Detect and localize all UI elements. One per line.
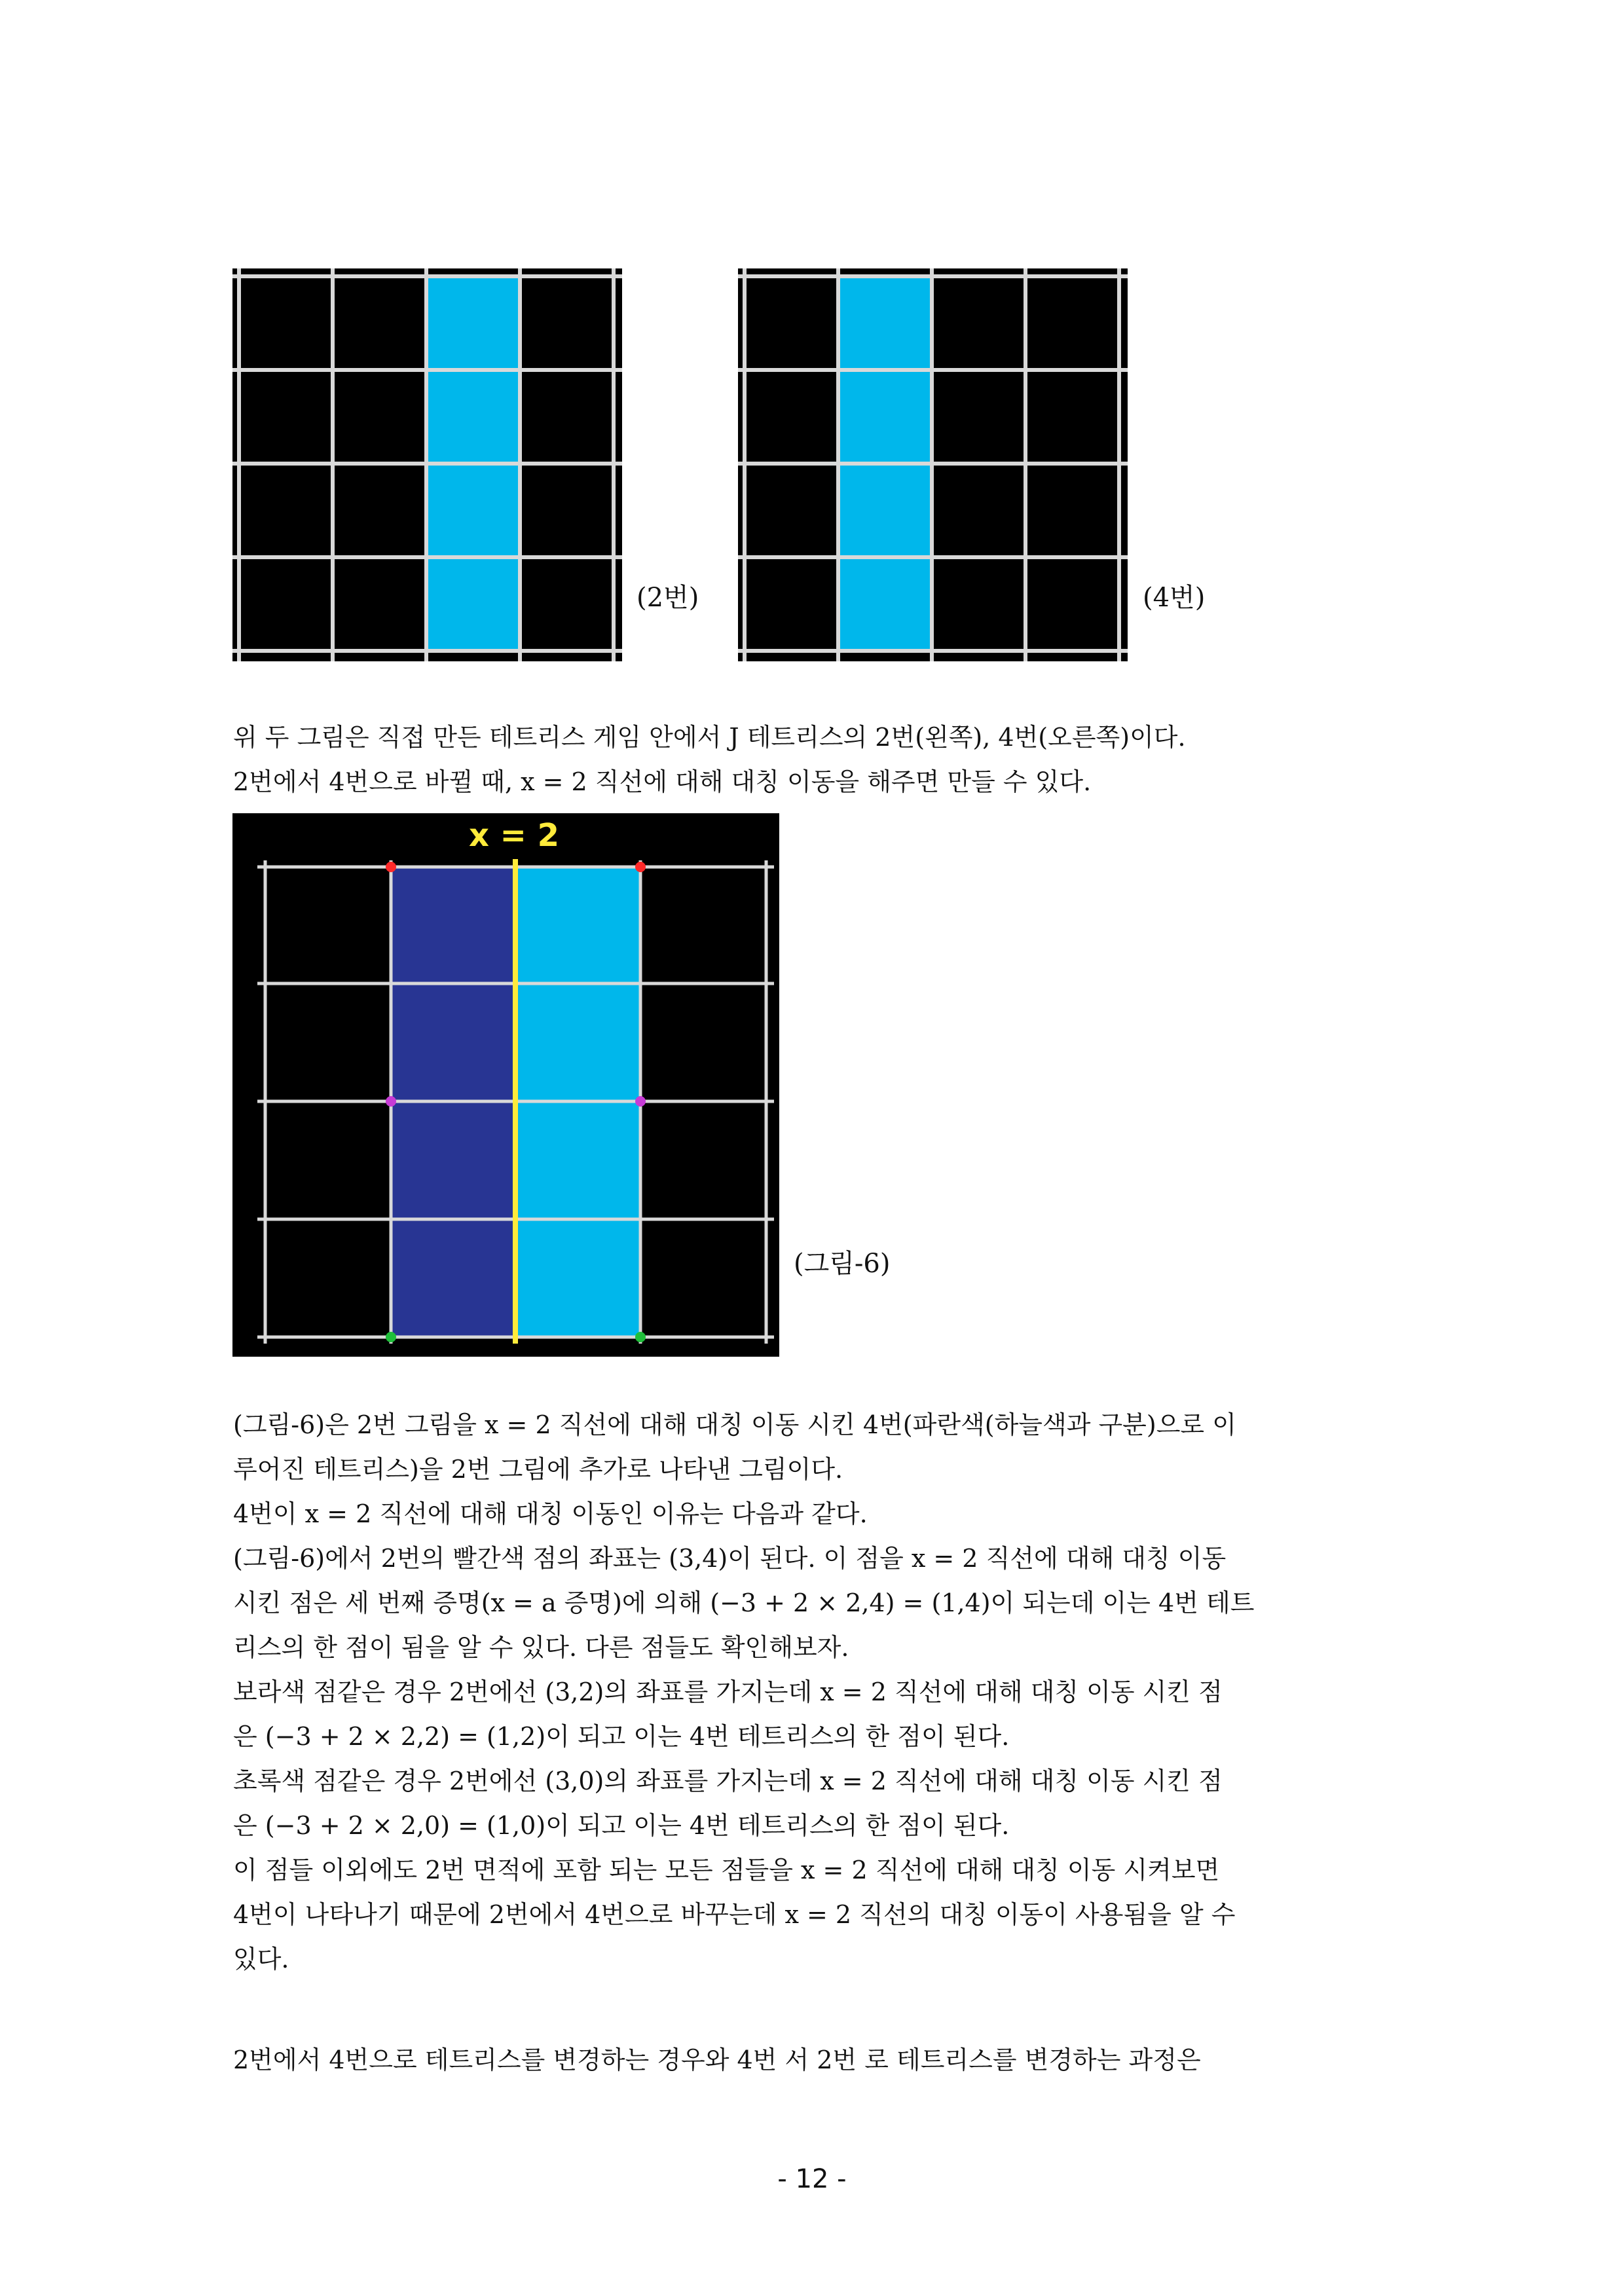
final-line: 2번에서 4번으로 테트리스를 변경하는 경우와 4번 서 2번 로 테트리스를 변경하는 과정은 — [233, 2046, 1201, 2074]
body-line: 4번이 나타나기 때문에 2번에서 4번으로 바꾸는데 x = 2 직선의 대칭 이동이 사용됨을 알 수 — [233, 1900, 1236, 1929]
body-line: 초록색 점같은 경우 2번에선 (3,0)의 좌표를 가지는데 x = 2 직선에 대해 대칭 이동 시킨 점 — [233, 1767, 1223, 1795]
marked-point — [386, 1096, 396, 1107]
caption-2: (2번) — [637, 583, 699, 613]
figure-tetris-2 — [232, 268, 622, 661]
body-line: 루어진 테트리스)을 2번 그림에 추가로 나타낸 그림이다. — [233, 1455, 843, 1484]
tetris-cell — [838, 370, 932, 464]
final-paragraph — [233, 2038, 1402, 2082]
body-line: 이 점들 이외에도 2번 면적에 포함 되는 모든 점들을 x = 2 직선에 대해 대칭 이동 시켜보면 — [233, 1856, 1220, 1884]
body-line: 있다. — [233, 1945, 289, 1974]
intro-line: 위 두 그림은 직접 만든 테트리스 게임 안에서 J 테트리스의 2번(왼쪽), 4번(오른쪽)이다. — [233, 723, 1186, 752]
caption-figure-6: (그림-6) — [794, 1249, 891, 1279]
body-line: 시킨 점은 세 번째 증명(x = a 증명)에 의해 (−3 + 2 × 2,4) = (1,4)이 되는데 이는 4번 테트 — [233, 1588, 1255, 1617]
figure-tetris-4 — [738, 268, 1128, 661]
tetris-cell — [838, 276, 932, 370]
marked-point — [635, 862, 646, 872]
tetris-cell — [426, 276, 520, 370]
intro-paragraph — [233, 715, 1402, 804]
marked-point — [386, 1332, 396, 1342]
body-line: 은 (−3 + 2 × 2,0) = (1,0)이 되고 이는 4번 테트리스의 한 점이 된다. — [233, 1811, 1010, 1840]
tetris-cell — [838, 464, 932, 557]
figure-6-svg — [232, 813, 779, 1357]
marked-point — [635, 1096, 646, 1107]
body-line: 4번이 x = 2 직선에 대해 대칭 이동인 이유는 다음과 같다. — [233, 1499, 868, 1528]
caption-4: (4번) — [1143, 583, 1206, 613]
tetris-cell — [838, 557, 932, 651]
grid-right-svg — [738, 268, 1128, 661]
marked-point — [386, 862, 396, 872]
body-line: (그림-6)은 2번 그림을 x = 2 직선에 대해 대칭 이동 시킨 4번(파란색(하늘색과 구분)으로 이 — [233, 1410, 1236, 1439]
tetris-cell — [426, 557, 520, 651]
page-number: - 12 - — [777, 2164, 847, 2194]
tetris-cell — [426, 464, 520, 557]
body-line: (그림-6)에서 2번의 빨간색 점의 좌표는 (3,4)이 된다. 이 점을 x = 2 직선에 대해 대칭 이동 — [233, 1544, 1227, 1573]
tetris-cell — [426, 370, 520, 464]
intro-line: 2번에서 4번으로 바뀔 때, x = 2 직선에 대해 대칭 이동을 해주면 만들 수 있다. — [233, 767, 1092, 796]
grid-left-svg — [232, 268, 622, 661]
marked-point — [635, 1332, 646, 1342]
figure-6 — [232, 813, 779, 1357]
body-line: 보라색 점같은 경우 2번에선 (3,2)의 좌표를 가지는데 x = 2 직선에 대해 대칭 이동 시킨 점 — [233, 1678, 1223, 1706]
body-line: 리스의 한 점이 됨을 알 수 있다. 다른 점들도 확인해보자. — [233, 1633, 849, 1662]
body-line: 은 (−3 + 2 × 2,2) = (1,2)이 되고 이는 4번 테트리스의 한 점이 된다. — [233, 1722, 1010, 1751]
body-paragraph — [233, 1403, 1402, 1981]
axis-label: x = 2 — [469, 817, 559, 854]
figure-6-content — [257, 859, 774, 1344]
